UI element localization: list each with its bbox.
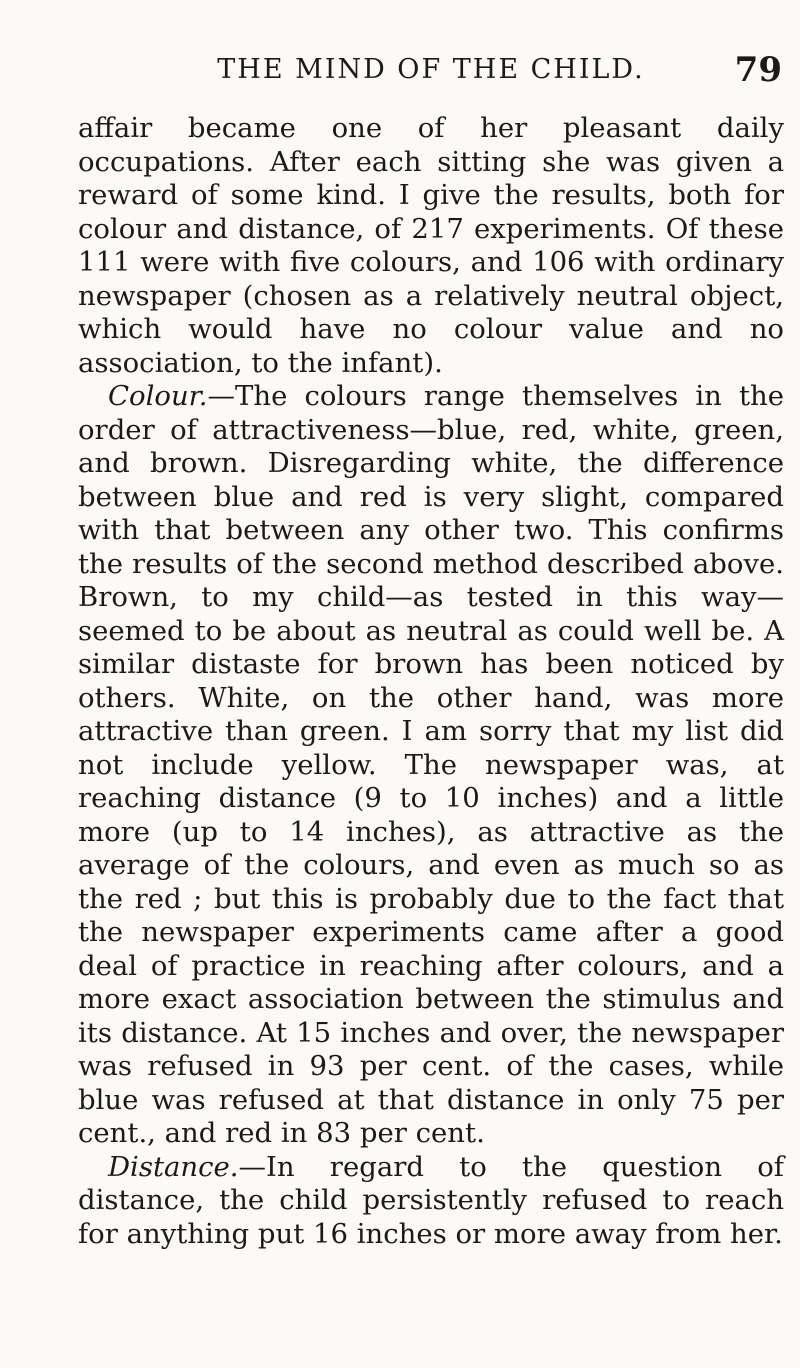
body-text bbox=[78, 112, 784, 1251]
page-header bbox=[60, 50, 782, 90]
paragraph-colour bbox=[78, 380, 784, 1151]
paragraph-text: —In regard to the question of distance, the child persistently refused to reach for anything put 16 inches or more away from her. bbox=[78, 1150, 784, 1250]
page-number: 79 bbox=[734, 50, 782, 90]
paragraph-text: —The colours range themselves in the order of attractiveness—blue, red, white, green, and brown. Disregarding white, the difference between blue and red is very slight, compared with that between any other two. This confirms the results of the second method described above. Brown, to my child—as tested in this way—seemed to be about as neutral as could well be. A similar distaste for brown has been noticed by others. White, on the other hand, was more attractive than green. I am sorry that my list did not include yellow. The newspaper was, at reaching distance (9 to 10 inches) and a little more (up to 14 inches), as attractive as the average of the colours, and even as much so as the red ; but this is probably due to the fact that the newspaper experiments came after a good deal of practice in reaching after colours, and a more exact association between the stimulus and its distance. At 15 inches and over, the newspaper was refused in 93 per cent. of the cases, while blue was refused at that distance in only 75 per cent., and red in 83 per cent. bbox=[78, 380, 784, 1149]
paragraph-text: affair became one of her pleasant daily occupations. After each sitting she was given a reward of some kind. I give the results, both for colour and distance, of 217 experiments. Of these 111 were with five colours, and 106 with ordinary newspaper (chosen as a relatively neutral object, which would have no colour value and no association, to the infant). bbox=[78, 112, 784, 379]
paragraph-continuation bbox=[78, 112, 784, 380]
running-head: THE MIND OF THE CHILD. bbox=[217, 54, 645, 85]
section-lead-distance: Distance. bbox=[108, 1150, 239, 1183]
section-lead-colour: Colour. bbox=[108, 380, 208, 412]
paragraph-distance bbox=[78, 1151, 784, 1252]
